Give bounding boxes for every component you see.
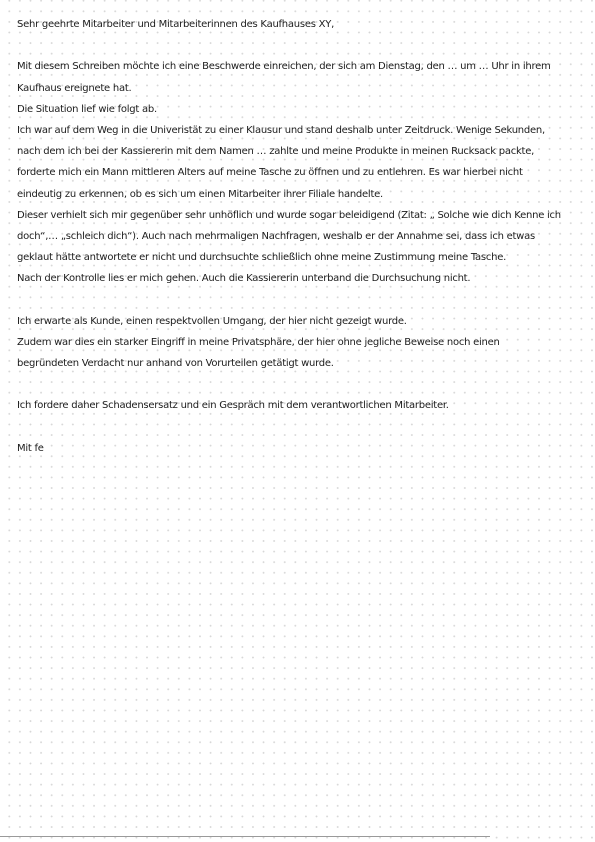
letter-line: forderte mich ein Mann mittleren Alters auf meine Tasche zu öffnen und zu entlehren. Es war hierbei nicht [17,167,523,179]
letter-line: Die Situation lief wie folgt ab. [17,103,157,115]
letter-line: Dieser verhielt sich mir gegenüber sehr unhöflich und wurde sogar beleidigend (Zitat: „ Solche wie dich Kenne ich [17,209,561,221]
complaint-letter [17,14,587,459]
paragraph-gap [17,35,587,56]
closing-line: Mit fe [17,442,44,454]
letter-line: Nach der Kontrolle lies er mich gehen. Auch die Kassiererin unterband die Durchsuchung nicht. [17,273,471,285]
paragraph-gap [17,374,587,395]
paragraph-gap [17,289,587,310]
letter-line: geklaut hätte antwortete er nicht und durchsuchte schließlich ohne meine Zustimmung meine Tasche. [17,252,507,264]
letter-line: Ich fordere daher Schadensersatz und ein Gespräch mit dem verantwortlichen Mitarbeiter. [17,400,449,412]
page-bottom-rule [0,836,490,837]
letter-line: nach dem ich bei der Kassiererin mit dem Namen … zahlte und meine Produkte in meinen Rucksack packte, [17,146,535,158]
letter-line: doch“,… „schleich dich“). Auch nach mehrmaligen Nachfragen, weshalb er der Annahme sei, dass ich etwas [17,230,535,242]
letter-line: begründeten Verdacht nur anhand von Vorurteilen getätigt wurde. [17,358,334,369]
letter-line: Ich erwarte als Kunde, einen respektvollen Umgang, der hier nicht gezeigt wurde. [17,315,407,327]
salutation: Sehr geehrte Mitarbeiter und Mitarbeiterinnen des Kaufhauses XY, [17,19,334,30]
paragraph-gap [17,417,587,438]
letter-line: Kaufhaus ereignete hat. [17,82,132,94]
letter-line: eindeutig zu erkennen, ob es sich um einen Mitarbeiter ihrer Filiale handelte. [17,188,383,200]
letter-line: Mit diesem Schreiben möchte ich eine Beschwerde einreichen, der sich am Dienstag, den … um … Uhr in ihrem [17,61,551,73]
letter-line: Zudem war dies ein starker Eingriff in meine Privatsphäre, der hier ohne jegliche Beweise noch einen [17,336,500,348]
letter-line: Ich war auf dem Weg in die Univeristät zu einer Klausur und stand deshalb unter Zeitdruck. Wenige Sekunden, [17,124,545,136]
